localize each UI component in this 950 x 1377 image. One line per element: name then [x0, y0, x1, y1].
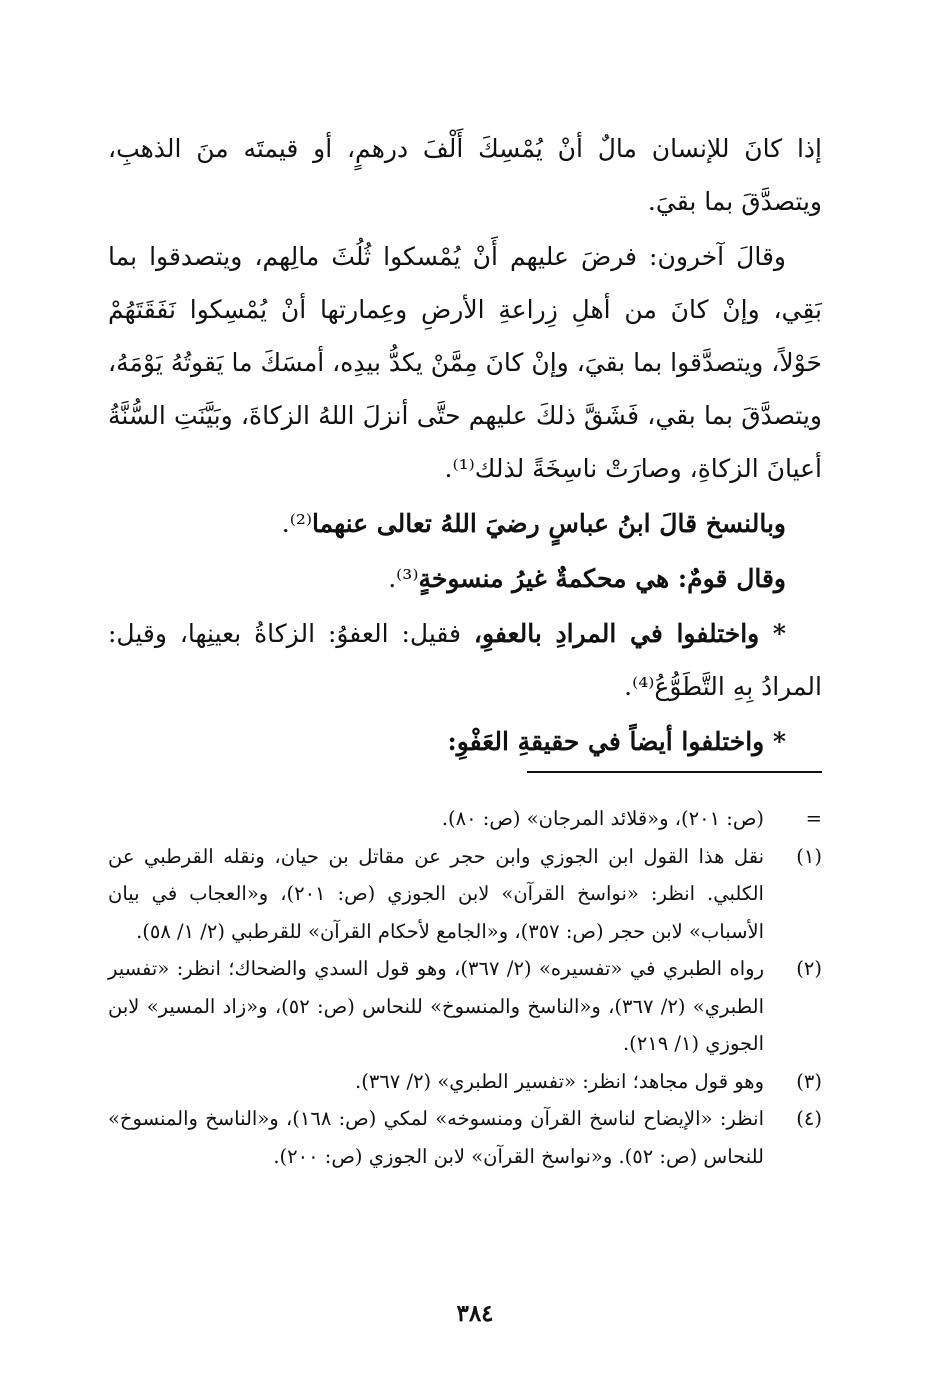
page-number: ٣٨٤ [456, 1300, 494, 1327]
footnote-number: (١) [796, 844, 822, 868]
paragraph-1: إذا كانَ للإنسان مالٌ أنْ يُمْسِكَ أَلْفَ درهمٍ، أو قيمتَه منَ الذهبِ، ويتصدَّقَ بما بقيَ. [108, 134, 822, 216]
footnote-number: (٣) [796, 1069, 822, 1093]
footnote-text: رواه الطبري في «تفسيره» (٢/ ٣٦٧)، وهو قول السدي والضحاك؛ انظر: «تفسير الطبري» (٢/ ٣٦٧)، و«الناسخ والمنسوخ» للنحاس (ص: ٥٢)، و«زاد المسير» لابن الجوزي (١/ ٢١٩). [108, 957, 764, 1055]
footnote-4 [108, 1100, 822, 1175]
paragraph-6: * واختلفوا أيضاً في حقيقةِ العَفْوِ: [447, 727, 786, 756]
paragraph-3 [108, 497, 822, 550]
footnote-number: (٢) [796, 957, 822, 980]
footnote-marker: = [805, 807, 822, 830]
footnotes [108, 800, 822, 1175]
paragraph-5 [108, 607, 822, 713]
paragraph-4-bold: وقال قومٌ: هي محكمةٌ غيرُ منسوخةٍ [418, 564, 786, 593]
footnote-divider [527, 771, 822, 773]
footnote-text: نقل هذا القول ابن الجوزي وابن حجر عن مقاتل بن حيان، ونقله القرطبي عن الكلبي. انظر: «نواسخ القرآن» لابن الجوزي (ص: ٢٠١)، و«العجاب في بيان الأسباب» لابن حجر (ص: ٣٥٧)، و«الجامع لأحكام القرآن» للقرطبي (٢/ ١/ ٥٨). [108, 844, 764, 943]
footnote-continuation [108, 800, 822, 838]
footnote-3 [108, 1063, 822, 1101]
footnote-text: انظر: «الإيضاح لناسخ القرآن ومنسوخه» لمكي (ص: ١٦٨)، و«الناسخ والمنسوخ» للنحاس (ص: ٥٢). و«نواسخ القرآن» لابن الجوزي (ص: ٢٠٠). [108, 1107, 764, 1168]
paragraph-5-bold: * واختلفوا في المرادِ بالعفوِ، [473, 619, 787, 648]
footnote-ref-2: ⁽²⁾. [281, 509, 313, 538]
footnote-ref-3: ⁽³⁾. [388, 564, 419, 593]
footnote-number: (٤) [796, 1107, 822, 1130]
paragraph-2: وقالَ آخرون: فرضَ عليهم أَنْ يُمْسكوا ثُلُثَ مالِهم، ويتصدقوا بما بَقِي، وإنْ كانَ من أهلِ زِراعةِ الأرضِ وعِمارتها أنْ يُمْسِكوا نَفَقَتَهُمْ حَوْلاً، ويتصدَّقوا بما بقيَ، وإنْ كانَ مِمَّنْ يكدُّ بيدِه، أمسَكَ ما يَقوتُهُ يَوْمَهُ، ويتصدَّقَ بما بقي، فَشَقَّ ذلكَ عليهم حتَّى أنزلَ اللهُ الزكاةَ، وبَيَّنَتِ السُّنَّةُ أعيانَ الزكاةِ، وصارَتْ ناسِخَةً لذلك⁽¹⁾. [108, 242, 822, 483]
footnote-text: (ص: ٢٠١)، و«قلائد المرجان» (ص: ٨٠). [441, 807, 764, 830]
footnote-2 [108, 950, 822, 1063]
main-text [108, 122, 822, 770]
paragraph-4 [108, 552, 822, 605]
paragraph-3-bold: وبالنسخ قالَ ابنُ عباسٍ رضيَ اللهُ تعالى عنهما [312, 509, 786, 538]
paragraph-5-rest: فقيل: العفوُ: الزكاةُ بعينِها، وقيل: المرادُ بِهِ التَّطَوُّعُ⁽⁴⁾. [108, 619, 822, 701]
footnote-text: وهو قول مجاهد؛ انظر: «تفسير الطبري» (٢/ ٣٦٧). [355, 1069, 764, 1093]
footnote-1 [108, 838, 822, 951]
